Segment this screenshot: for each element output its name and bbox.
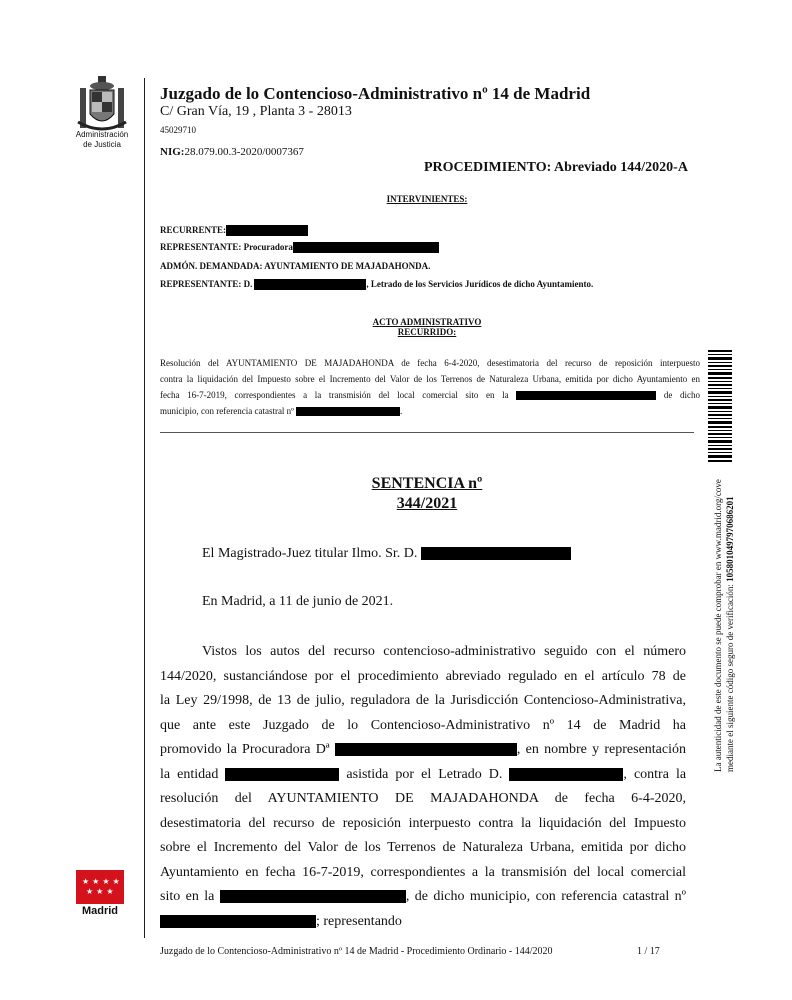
madrid-logo-flag: [76, 870, 124, 904]
redaction: [160, 915, 316, 928]
redaction: [254, 279, 366, 290]
party-label: REPRESENTANTE: Procuradora: [160, 242, 293, 252]
date-line: En Madrid, a 11 de junio de 2021.: [202, 594, 394, 609]
redaction: [226, 225, 308, 236]
redaction: [421, 547, 571, 560]
intervinientes-title: INTERVINIENTES:: [386, 194, 468, 204]
verification-line: La autenticidad de este documento se puede comprobar en www.madrid.org/cove: [713, 479, 723, 772]
page-footer: Juzgado de lo Contencioso-Administrativo nº 14 de Madrid - Procedimiento Ordinario - 144/2020: [160, 946, 553, 957]
redaction: [225, 768, 339, 781]
paragraph-line: Ayuntamiento en fecha 16-7-2019, correspondientes a la transmisión del local comercial: [160, 864, 686, 880]
acto-text: .: [399, 406, 403, 416]
paragraph-text: , de dicho municipio, con referencia catastral nº: [405, 889, 686, 904]
nig-label: NIG:: [160, 146, 185, 158]
court-address: C/ Gran Vía, 19 , Planta 3 - 28013: [160, 104, 352, 119]
madrid-stars: ★★★★: [82, 877, 123, 886]
party-label: RECURRENTE:: [160, 225, 227, 235]
acto-line: Resolución del AYUNTAMIENTO DE MAJADAHONDA de fecha 6-4-2020, desestimatoria del recurso de reposición interpuesto: [160, 358, 700, 368]
paragraph-text: ; representando: [316, 913, 402, 929]
redaction: [335, 743, 517, 756]
coat-label: Administración de Justicia: [75, 130, 129, 149]
paragraph-line: [160, 763, 686, 788]
paragraph-text: , en nombre y representación: [516, 742, 686, 757]
paragraph-line: desestimatoria del recurso de reposición interpuesto contra la liquidación del Impuesto: [160, 815, 686, 831]
party-representante: [160, 242, 439, 253]
acto-title-line: ACTO ADMINISTRATIVO: [372, 317, 482, 327]
party-recurrente: [160, 225, 308, 236]
paragraph-line: Vistos los autos del recurso contencioso-administrativo seguido con el número: [202, 644, 686, 659]
page-number: 1 / 17: [637, 946, 660, 957]
party-label: REPRESENTANTE: D.: [160, 279, 253, 289]
redaction: [509, 768, 623, 781]
party-demandada: ADMÓN. DEMANDADA: AYUNTAMIENTO DE MAJADAHONDA.: [160, 261, 431, 271]
madrid-logo-label: Madrid: [81, 905, 119, 917]
barcode-icon: [708, 350, 732, 462]
party-label: , Letrado de los Servicios Jurídicos de dicho Ayuntamiento.: [366, 279, 594, 289]
nig-line: [160, 146, 304, 158]
court-code: 45029710: [160, 125, 196, 135]
acto-text: municipio, con referencia catastral nº: [160, 406, 294, 416]
nig-value: 28.079.00.3-2020/0007367: [184, 146, 304, 158]
acto-line: contra la liquidación del Impuesto sobre el Incremento del Valor de los Terrenos de Naturaleza Urbana, emitida por dicho Ayuntamiento en: [160, 374, 700, 384]
redaction: [516, 391, 656, 400]
party-representante-ayto: [160, 279, 593, 290]
sentencia-title: [160, 474, 694, 514]
section-divider: [160, 432, 694, 433]
paragraph-line: que ante este Juzgado de lo Contencioso-Administrativo nº 14 de Madrid ha: [160, 717, 686, 733]
sentencia-title-line: SENTENCIA nº: [371, 475, 483, 492]
verification-label: mediante el siguiente código seguro de verificación:: [725, 581, 735, 772]
paragraph-line: [160, 885, 686, 910]
acto-line: [160, 403, 700, 419]
verification-code: 1058010497970686201: [725, 496, 735, 582]
paragraph-text: asistida por el Letrado D.: [346, 766, 503, 782]
paragraph-text: promovido la Procuradora Dª: [160, 742, 330, 757]
paragraph-line: 144/2020, sustanciándose por el procedimiento abreviado regulado en el artículo 78 de: [160, 668, 686, 684]
paragraph-text: la entidad: [160, 766, 219, 782]
magistrado-line: [202, 546, 571, 562]
redaction: [293, 242, 439, 253]
acto-line: [160, 387, 700, 403]
verification-text: [712, 472, 748, 772]
paragraph-line: [160, 738, 686, 763]
paragraph-line: [160, 910, 686, 935]
redaction: [296, 406, 403, 416]
acto-text: de dicho: [663, 390, 701, 400]
procedure-title: PROCEDIMIENTO: Abreviado 144/2020-A: [424, 160, 688, 175]
paragraph-text: , contra la: [623, 766, 687, 782]
acto-title: [160, 317, 694, 337]
magistrado-text: El Magistrado-Juez titular Ilmo. Sr. D.: [202, 546, 418, 561]
court-title: Juzgado de lo Contencioso-Administrativo nº 14 de Madrid: [160, 84, 591, 103]
redaction: [220, 890, 406, 903]
madrid-stars: ★★★: [86, 887, 117, 896]
acto-title-line: RECURRIDO:: [397, 327, 457, 337]
paragraph-text: sito en la: [160, 889, 215, 904]
verification-line: [724, 472, 736, 772]
acto-body: [160, 355, 700, 419]
vistos-paragraph: [160, 640, 686, 934]
paragraph-line: la Ley 29/1998, de 13 de julio, reguladora de la Jurisdicción Contencioso-Administrativa,: [160, 693, 686, 708]
acto-text: fecha 16-7-2019, correspondientes a la transmisión del local comercial sito en la: [160, 390, 509, 400]
paragraph-line: sobre el Incremento del Valor de los Terrenos de Naturaleza Urbana, emitida por dicho: [160, 840, 686, 855]
paragraph-line: resolución del AYUNTAMIENTO DE MAJADAHONDA de fecha 6-4-2020,: [160, 791, 686, 806]
coat-of-arms-icon: [76, 74, 128, 134]
margin-rule: [144, 78, 145, 938]
sentencia-number: 344/2021: [396, 495, 458, 512]
